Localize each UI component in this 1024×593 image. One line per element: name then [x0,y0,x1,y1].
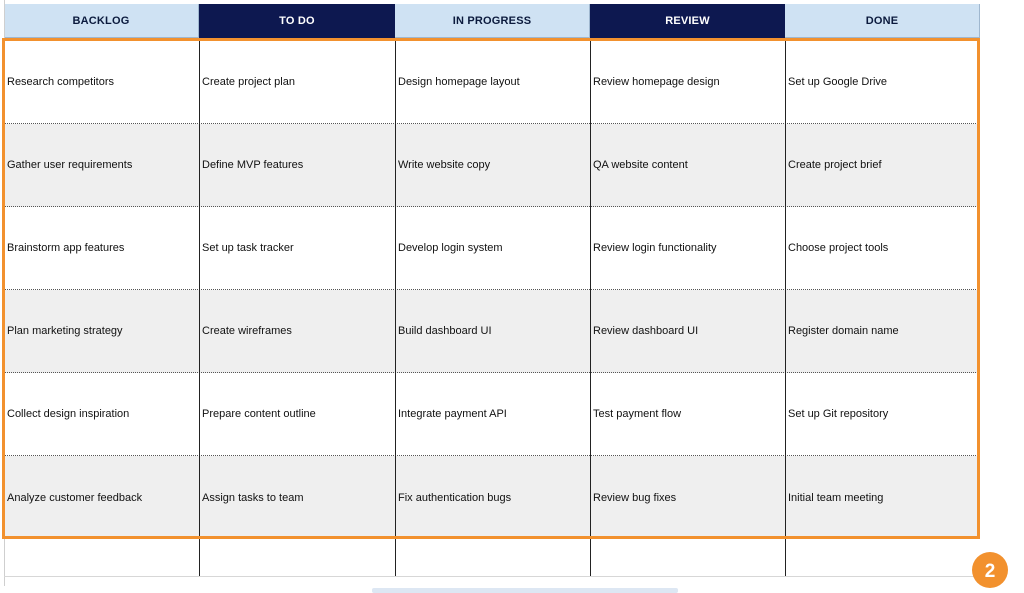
column-divider [785,38,786,576]
horizontal-scrollbar[interactable] [372,588,678,593]
task-cell[interactable]: Test payment flow [593,408,682,420]
empty-row[interactable] [4,539,980,576]
task-cell[interactable]: Register domain name [788,325,899,337]
task-cell[interactable]: Build dashboard UI [398,325,492,337]
task-cell[interactable]: Integrate payment API [398,408,507,420]
table-row [4,41,980,124]
column-header-review[interactable]: REVIEW [590,4,785,38]
task-cell[interactable]: Review bug fixes [593,491,677,504]
sheet-bottom-edge [4,576,980,577]
task-cell[interactable]: Prepare content outline [202,408,316,420]
task-cell[interactable]: Set up task tracker [202,242,294,254]
task-cell[interactable]: Review login functionality [593,242,717,254]
task-cell[interactable]: Collect design inspiration [7,408,130,420]
task-cell[interactable]: Set up Google Drive [788,76,888,88]
task-cell[interactable]: Design homepage layout [398,76,520,88]
task-cell[interactable]: Create wireframes [202,325,292,337]
task-cell[interactable]: Review homepage design [593,76,720,88]
task-cell[interactable]: Analyze customer feedback [7,491,143,504]
column-divider [395,38,396,576]
task-cell[interactable]: Define MVP features [202,159,304,171]
task-cell[interactable]: Research competitors [7,76,114,88]
column-header-backlog[interactable]: BACKLOG [4,4,199,38]
task-cell[interactable]: Write website copy [398,159,491,171]
column-header-todo[interactable]: TO DO [199,4,395,38]
task-cell[interactable]: Choose project tools [788,242,889,254]
column-header-in-progress[interactable]: IN PROGRESS [395,4,590,38]
column-divider [590,38,591,576]
task-cell[interactable]: Assign tasks to team [202,491,304,504]
task-cell[interactable]: QA website content [593,159,688,171]
column-header-done[interactable]: DONE [785,4,980,38]
table-row [4,456,980,539]
task-cell[interactable]: Set up Git repository [788,408,889,420]
task-cell[interactable]: Develop login system [398,242,503,254]
task-cell[interactable]: Create project plan [202,76,295,88]
task-cell[interactable]: Fix authentication bugs [398,491,512,504]
annotation-badge: 2 [972,552,1008,588]
kanban-sheet [4,0,980,586]
task-cell[interactable]: Brainstorm app features [7,242,125,254]
column-divider [199,38,200,576]
task-cell[interactable]: Create project brief [788,159,882,171]
table-row [4,373,980,456]
task-cell[interactable]: Gather user requirements [7,159,133,171]
table-row [4,207,980,290]
task-cell[interactable]: Review dashboard UI [593,325,699,337]
task-cell[interactable]: Initial team meeting [788,491,884,504]
task-cell[interactable]: Plan marketing strategy [7,325,123,337]
sheet-border [4,0,5,586]
table-row [4,124,980,207]
table-row [4,290,980,373]
